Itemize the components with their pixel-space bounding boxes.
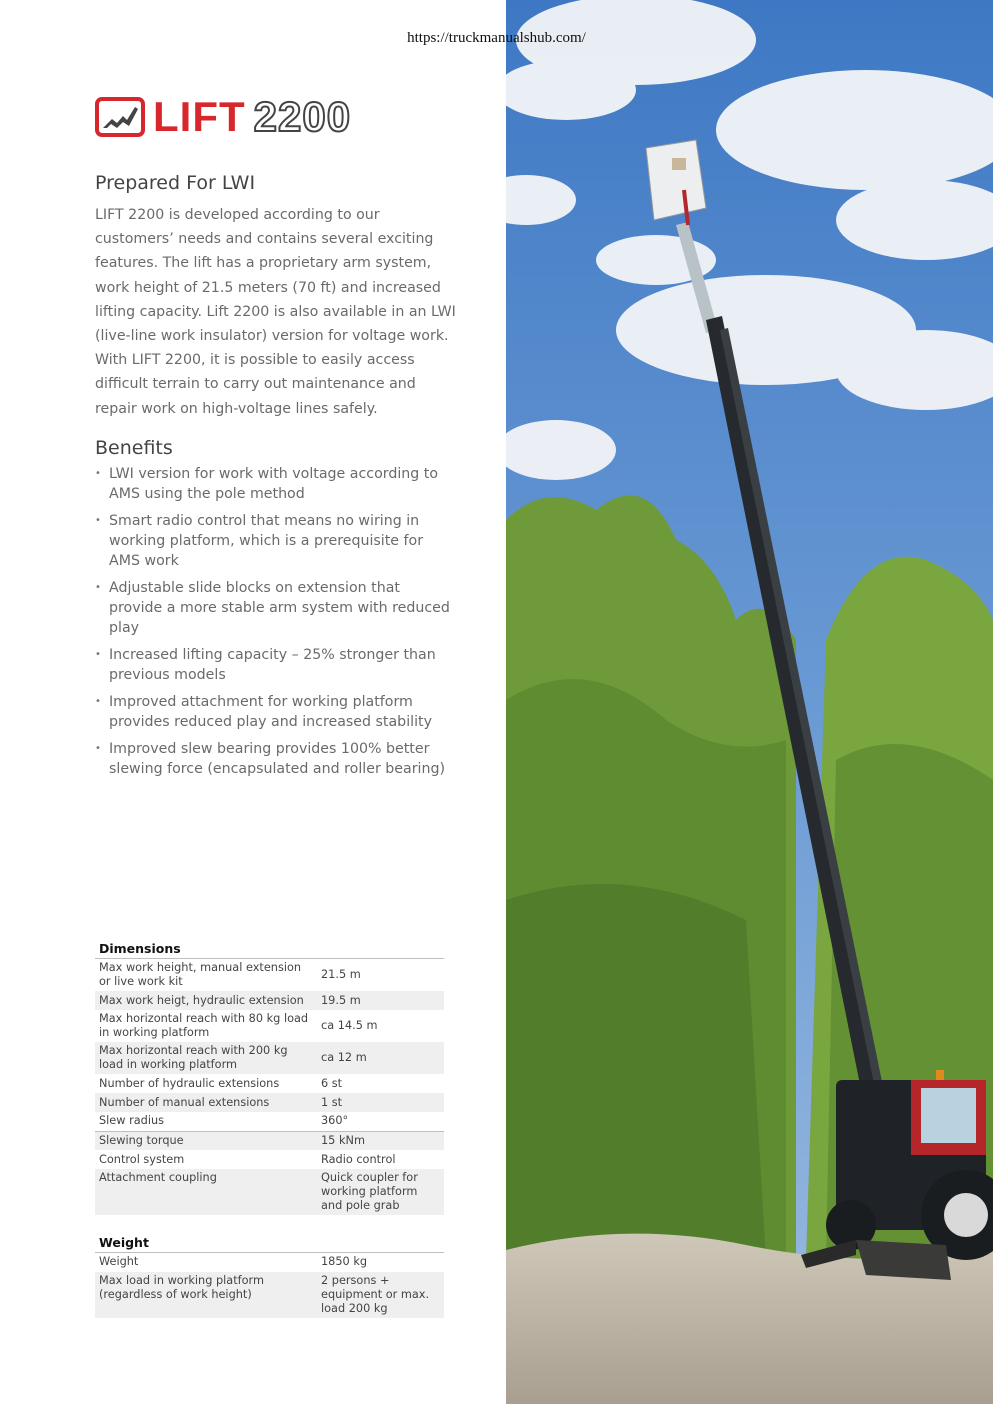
aerial-lift-photo-illustration xyxy=(506,0,993,1404)
spec-label: Attachment coupling xyxy=(95,1169,317,1215)
spec-value: 21.5 m xyxy=(321,968,361,981)
spec-value: 1 st xyxy=(317,1093,444,1112)
table-row xyxy=(95,1042,444,1074)
benefits-list xyxy=(95,464,455,786)
spec-label: Max work height, manual extension or live work kit xyxy=(99,961,302,988)
table-row xyxy=(95,1169,444,1215)
benefit-item: • Improved attachment for working platform provides reduced play and increased stability xyxy=(95,692,455,732)
table-row xyxy=(95,1074,444,1093)
spec-value: 15 kNm xyxy=(317,1131,444,1150)
spec-value: 360° xyxy=(321,1114,349,1128)
spec-label: Slewing torque xyxy=(95,1131,317,1150)
benefit-item: • LWI version for work with voltage according to AMS using the pole method xyxy=(95,464,455,504)
weight-table xyxy=(95,1235,444,1318)
spec-value: Quick coupler for working platform and pole grab xyxy=(317,1169,444,1215)
spec-label: Max horizontal reach with 80 kg load in working platform xyxy=(99,1012,309,1039)
table-row xyxy=(95,959,444,992)
spec-label: Weight xyxy=(99,1255,139,1269)
spec-label: Slew radius xyxy=(99,1114,165,1128)
benefit-item: • Increased lifting capacity – 25% stronger than previous models xyxy=(95,645,455,685)
table-row xyxy=(95,1010,444,1042)
spec-label: Max load in working platform (regardless of work height) xyxy=(95,1272,317,1318)
table-row xyxy=(95,1272,444,1318)
spec-label: Max horizontal reach with 200 kg load in working platform xyxy=(95,1042,317,1074)
lift-photo xyxy=(506,0,993,1404)
dimensions-table xyxy=(95,941,444,1215)
benefit-item: • Improved slew bearing provides 100% better slewing force (encapsulated and roller bearing) xyxy=(95,739,455,779)
spec-label: Number of manual extensions xyxy=(95,1093,317,1112)
logo-number: 2200 xyxy=(253,93,352,140)
lift-2200-logo xyxy=(95,93,352,140)
intro-heading: Prepared For LWI xyxy=(95,172,256,194)
benefit-item: • Adjustable slide blocks on extension that provide a more stable arm system with reduced play xyxy=(95,578,455,638)
table-row xyxy=(95,1131,444,1150)
benefits-heading: Benefits xyxy=(95,437,173,459)
table-row xyxy=(95,991,444,1010)
table-row xyxy=(95,1253,444,1272)
spec-value: 6 st xyxy=(321,1076,343,1090)
spec-value: ca 12 m xyxy=(317,1042,444,1074)
table-row xyxy=(95,1150,444,1169)
source-url[interactable]: https://truckmanualshub.com/ xyxy=(407,30,586,46)
spec-label: Control system xyxy=(99,1152,185,1166)
table-row xyxy=(95,1093,444,1112)
spec-label: Max work heigt, hydraulic extension xyxy=(95,991,317,1010)
logo-word: LIFT xyxy=(153,93,246,140)
spec-value: ca 14.5 m xyxy=(321,1019,378,1032)
spec-value: 2 persons + equipment or max. load 200 kg xyxy=(317,1272,444,1318)
crane-logo-icon xyxy=(95,97,145,137)
weight-title: Weight xyxy=(95,1235,444,1253)
spec-label: Number of hydraulic extensions xyxy=(99,1076,280,1090)
benefit-item: • Smart radio control that means no wiring in working platform, which is a prerequisite for AMS work xyxy=(95,511,455,571)
intro-paragraph: LIFT 2200 is developed according to our customers’ needs and contains several exciting features. The lift has a proprietary arm system, work height of 21.5 meters (70 ft) and increased lifting capacity. Lift 2200 is also available in an LWI (live-line work insulator) version for voltage work. With LIFT 2200, it is possible to easily access difficult terrain to carry out maintenance and repair work on high-voltage lines safely. xyxy=(95,207,456,417)
spec-value: 1850 kg xyxy=(321,1255,368,1269)
spec-value: Radio control xyxy=(321,1152,396,1166)
spec-value: 19.5 m xyxy=(317,991,444,1010)
table-row xyxy=(95,1112,444,1131)
dimensions-title: Dimensions xyxy=(95,941,444,959)
